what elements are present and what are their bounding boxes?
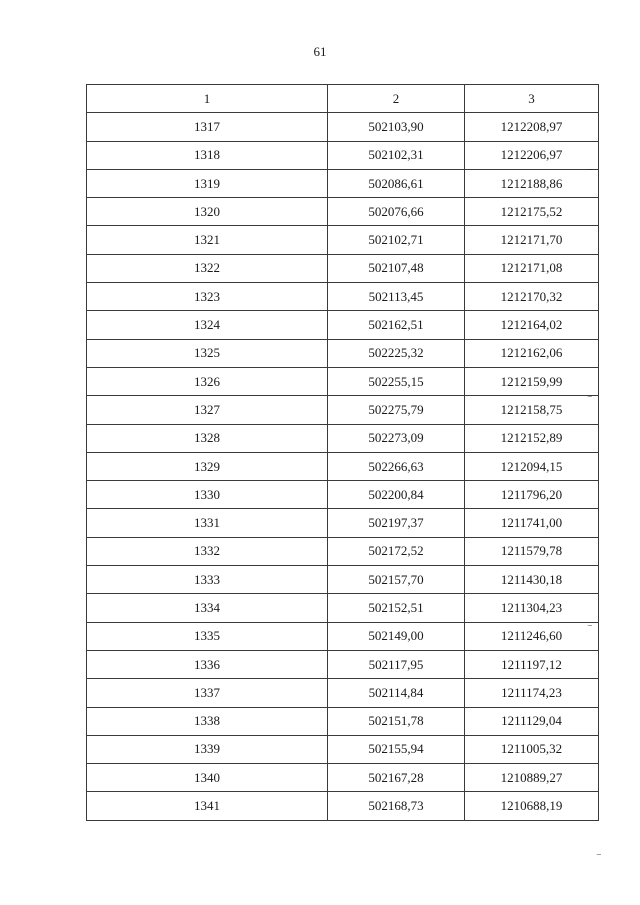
point-number-cell: 1328 [87,424,328,452]
table-row [87,707,599,735]
y-coordinate-cell: 1212152,89 [465,424,599,452]
y-coordinate-cell: 1211197,12 [465,650,599,678]
y-coordinate-cell: 1212170,32 [465,283,599,311]
y-coordinate-cell: 1212206,97 [465,141,599,169]
table-row [87,537,599,565]
table-row [87,650,599,678]
x-coordinate-cell: 502275,79 [328,396,465,424]
x-coordinate-cell: 502152,51 [328,594,465,622]
x-coordinate-cell: 502273,09 [328,424,465,452]
table-row [87,339,599,367]
table-body [87,113,599,820]
y-coordinate-cell: 1211430,18 [465,566,599,594]
point-number-cell: 1326 [87,367,328,395]
scan-mark: ‾ [588,625,592,637]
point-number-cell: 1333 [87,566,328,594]
column-header: 2 [328,85,465,113]
page-number: 61 [313,44,327,59]
x-coordinate-cell: 502149,00 [328,622,465,650]
x-coordinate-cell: 502197,37 [328,509,465,537]
table-row [87,509,599,537]
y-coordinate-cell: 1212164,02 [465,311,599,339]
table-row [87,566,599,594]
point-number-cell: 1321 [87,226,328,254]
y-coordinate-cell: 1210688,19 [465,792,599,820]
table-row [87,254,599,282]
point-number-cell: 1329 [87,452,328,480]
y-coordinate-cell: 1210889,27 [465,764,599,792]
point-number-cell: 1339 [87,735,328,763]
y-coordinate-cell: 1211579,78 [465,537,599,565]
table-row [87,622,599,650]
y-coordinate-cell: 1212158,75 [465,396,599,424]
x-coordinate-cell: 502151,78 [328,707,465,735]
table-row [87,113,599,141]
table-row [87,169,599,197]
y-coordinate-cell: 1212159,99 [465,367,599,395]
x-coordinate-cell: 502113,45 [328,283,465,311]
point-number-cell: 1319 [87,169,328,197]
x-coordinate-cell: 502102,31 [328,141,465,169]
x-coordinate-cell: 502117,95 [328,650,465,678]
point-number-cell: 1335 [87,622,328,650]
table-row [87,141,599,169]
x-coordinate-cell: 502102,71 [328,226,465,254]
table-row [87,792,599,820]
y-coordinate-cell: 1212171,70 [465,226,599,254]
x-coordinate-cell: 502266,63 [328,452,465,480]
table-row [87,594,599,622]
point-number-cell: 1341 [87,792,328,820]
point-number-cell: 1323 [87,283,328,311]
point-number-cell: 1340 [87,764,328,792]
point-number-cell: 1320 [87,198,328,226]
x-coordinate-cell: 502167,28 [328,764,465,792]
point-number-cell: 1324 [87,311,328,339]
table-row [87,679,599,707]
y-coordinate-cell: 1211129,04 [465,707,599,735]
table-row [87,283,599,311]
point-number-cell: 1325 [87,339,328,367]
y-coordinate-cell: 1212208,97 [465,113,599,141]
point-number-cell: 1336 [87,650,328,678]
y-coordinate-cell: 1212188,86 [465,169,599,197]
x-coordinate-cell: 502107,48 [328,254,465,282]
point-number-cell: 1330 [87,481,328,509]
table-row [87,396,599,424]
column-header: 1 [87,85,328,113]
table-row [87,367,599,395]
coordinates-table [86,84,599,821]
point-number-cell: 1322 [87,254,328,282]
y-coordinate-cell: 1211304,23 [465,594,599,622]
x-coordinate-cell: 502200,84 [328,481,465,509]
y-coordinate-cell: 1212171,08 [465,254,599,282]
y-coordinate-cell: 1211174,23 [465,679,599,707]
y-coordinate-cell: 1211741,00 [465,509,599,537]
x-coordinate-cell: 502172,52 [328,537,465,565]
scan-mark: ‾ [588,169,592,181]
table-header-row [87,85,599,113]
x-coordinate-cell: 502076,66 [328,198,465,226]
point-number-cell: 1338 [87,707,328,735]
table-row [87,198,599,226]
table-row [87,735,599,763]
scan-mark: ‾ [588,396,592,408]
x-coordinate-cell: 502086,61 [328,169,465,197]
y-coordinate-cell: 1211796,20 [465,481,599,509]
x-coordinate-cell: 502157,70 [328,566,465,594]
y-coordinate-cell: 1211005,32 [465,735,599,763]
point-number-cell: 1337 [87,679,328,707]
y-coordinate-cell: 1212175,52 [465,198,599,226]
x-coordinate-cell: 502114,84 [328,679,465,707]
point-number-cell: 1331 [87,509,328,537]
point-number-cell: 1317 [87,113,328,141]
x-coordinate-cell: 502168,73 [328,792,465,820]
x-coordinate-cell: 502255,15 [328,367,465,395]
x-coordinate-cell: 502225,32 [328,339,465,367]
point-number-cell: 1332 [87,537,328,565]
table-row [87,452,599,480]
y-coordinate-cell: 1211246,60 [465,622,599,650]
x-coordinate-cell: 502103,90 [328,113,465,141]
table-row [87,311,599,339]
table-row [87,481,599,509]
table-row [87,424,599,452]
x-coordinate-cell: 502155,94 [328,735,465,763]
y-coordinate-cell: 1212094,15 [465,452,599,480]
column-header: 3 [465,85,599,113]
point-number-cell: 1334 [87,594,328,622]
x-coordinate-cell: 502162,51 [328,311,465,339]
table-row [87,764,599,792]
scan-mark: ‾ [597,854,601,866]
y-coordinate-cell: 1212162,06 [465,339,599,367]
point-number-cell: 1318 [87,141,328,169]
point-number-cell: 1327 [87,396,328,424]
table-row [87,226,599,254]
